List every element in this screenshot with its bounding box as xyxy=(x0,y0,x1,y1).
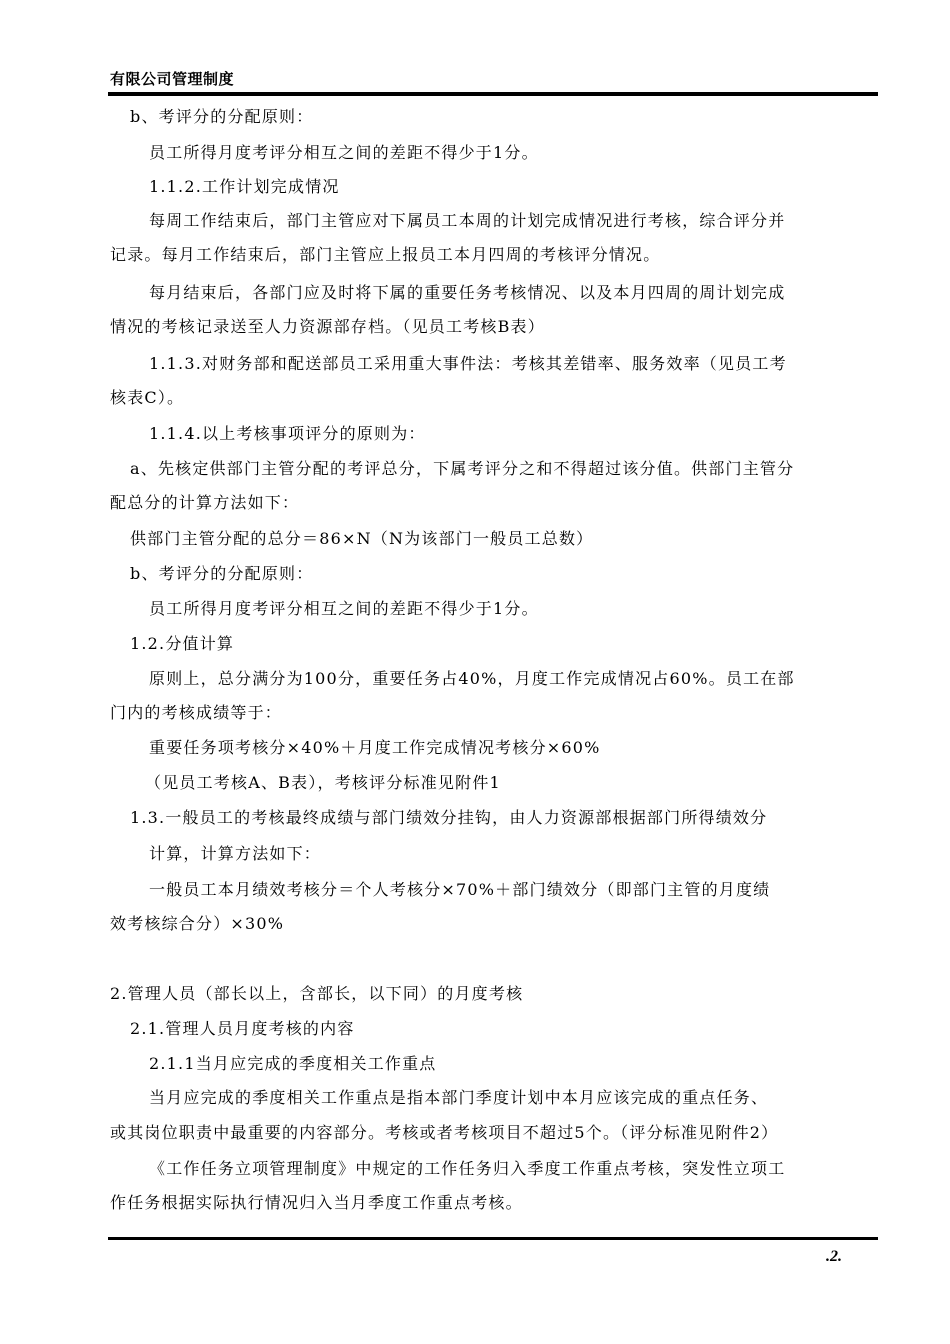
text-line: b、考评分的分配原则： xyxy=(130,107,314,126)
text-line: 门内的考核成绩等于： xyxy=(110,703,283,722)
text-line: 原则上，总分满分为100分，重要任务占40%，月度工作完成情况占60%。员工在部 xyxy=(149,669,795,688)
text-line: 2.1.1当月应完成的季度相关工作重点 xyxy=(149,1054,437,1073)
text-line: 1.2.分值计算 xyxy=(130,634,235,653)
text-line: 1.1.3.对财务部和配送部员工采用重大事件法：考核其差错率、服务效率（见员工考 xyxy=(149,354,787,373)
text-line: 1.1.2.工作计划完成情况 xyxy=(149,177,340,196)
text-line: 员工所得月度考评分相互之间的差距不得少于1分。 xyxy=(149,143,539,162)
text-line: 员工所得月度考评分相互之间的差距不得少于1分。 xyxy=(149,599,539,618)
text-line: 核表C）。 xyxy=(110,388,185,407)
text-line: 《工作任务立项管理制度》中规定的工作任务归入季度工作重点考核，突发性立项工 xyxy=(149,1159,786,1178)
footer-divider xyxy=(108,1237,878,1240)
text-line: 情况的考核记录送至人力资源部存档。（见员工考核B表） xyxy=(110,317,545,336)
text-line: 或其岗位职责中最重要的内容部分。考核或者考核项目不超过5个。（评分标准见附件2） xyxy=(110,1123,779,1142)
header-divider xyxy=(108,92,878,96)
text-line: 效考核综合分）×30% xyxy=(110,914,285,933)
text-line: 计算，计算方法如下： xyxy=(149,844,322,863)
text-line: 每月结束后，各部门应及时将下属的重要任务考核情况、以及本月四周的周计划完成 xyxy=(149,283,786,302)
text-line: 供部门主管分配的总分＝86×N（N为该部门一般员工总数） xyxy=(130,529,594,548)
text-line: 2.1.管理人员月度考核的内容 xyxy=(130,1019,355,1038)
text-line: （见员工考核A、B表），考核评分标准见附件1 xyxy=(145,773,501,792)
text-line: 作任务根据实际执行情况归入当月季度工作重点考核。 xyxy=(110,1193,523,1212)
page-header-title: 有限公司管理制度 xyxy=(110,70,235,88)
text-line: 2.管理人员（部长以上，含部长，以下同）的月度考核 xyxy=(110,984,524,1003)
text-line: 1.1.4.以上考核事项评分的原则为： xyxy=(149,424,426,443)
text-line: 配总分的计算方法如下： xyxy=(110,493,300,512)
text-line: 每周工作结束后，部门主管应对下属员工本周的计划完成情况进行考核，综合评分并 xyxy=(149,211,786,230)
text-line: 1.3.一般员工的考核最终成绩与部门绩效分挂钩，由人力资源部根据部门所得绩效分 xyxy=(130,808,768,827)
text-line: 当月应完成的季度相关工作重点是指本部门季度计划中本月应该完成的重点任务、 xyxy=(149,1088,769,1107)
text-line: b、考评分的分配原则： xyxy=(130,564,314,583)
text-line: 重要任务项考核分×40%＋月度工作完成情况考核分×60% xyxy=(149,738,601,757)
page-number: .2. xyxy=(826,1248,842,1265)
text-line: a、先核定供部门主管分配的考评总分，下属考评分之和不得超过该分值。供部门主管分 xyxy=(130,459,795,478)
text-line: 记录。每月工作结束后，部门主管应上报员工本月四周的考核评分情况。 xyxy=(110,245,661,264)
text-line: 一般员工本月绩效考核分＝个人考核分×70%＋部门绩效分（即部门主管的月度绩 xyxy=(149,880,771,899)
